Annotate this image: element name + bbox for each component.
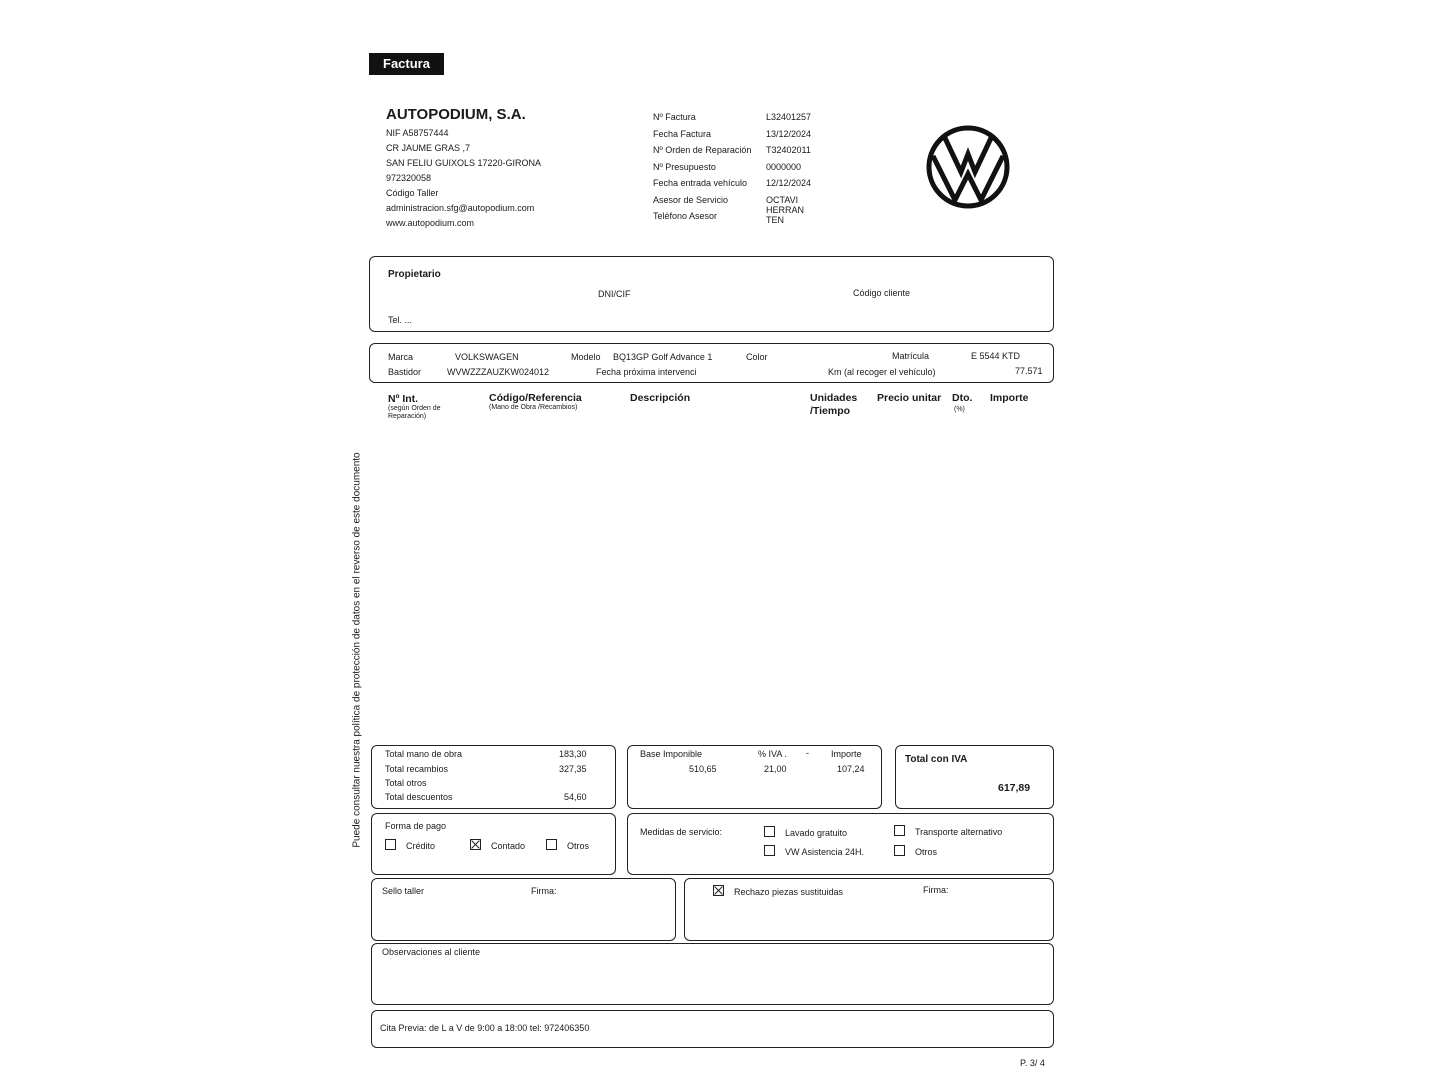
payment-option-label: Otros [567,841,590,851]
meta-label: Fecha entrada vehículo [653,178,748,188]
company-address: CR JAUME GRAS ,7 [386,143,471,153]
grand-total-value: 617,89 [998,782,1031,794]
tax-base: 510,65 [689,764,717,774]
meta-label: Nº Factura [653,112,696,122]
tax-vat: 21,00 [764,764,787,774]
seal-label: Sello taller [382,886,425,896]
vehicle-color-label: Color [746,352,768,362]
privacy-side-note: Puede consultar nuestra política de protección de datos en el reverso de este documento [351,452,363,848]
checkbox-icon[interactable] [546,839,557,850]
total-discounts-label: Total descuentos [385,792,453,802]
document-type-tag: Factura [369,53,444,75]
meta-row [653,178,812,195]
service-option-label: Transporte alternativo [915,827,1003,837]
payment-title: Forma de pago [385,821,447,831]
col-description: Descripción [630,392,691,404]
col-code-sub: (Mano de Obra /Recambios) [489,404,578,411]
service-option-label: VW Asistencia 24H. [785,847,865,857]
meta-row [653,128,812,146]
tax-amount-label: Importe [831,749,862,759]
meta-row [653,145,811,162]
total-others-label: Total otros [385,778,427,788]
vehicle-model-label: Modelo [571,352,601,362]
meta-label: Nº Orden de Reparación [653,145,752,155]
meta-value: OCTAVI HERRAN TEN [766,194,805,225]
service-option-label: Otros [915,847,938,857]
service-option-other[interactable] [894,845,937,857]
vehicle-model: BQ13GP Golf Advance 1 [613,352,713,362]
rejection-option[interactable] [713,885,843,897]
vehicle-brand-label: Marca [388,352,414,362]
company-name: AUTOPODIUM, S.A. [386,106,526,123]
meta-label: Nº Presupuesto [653,161,716,172]
payment-option-credit[interactable] [385,839,435,851]
checkbox-checked-icon[interactable] [470,839,481,850]
payment-option-other[interactable] [546,839,589,851]
payment-option-label: Contado [491,841,526,851]
service-option-wash[interactable] [764,826,847,838]
services-box [627,813,1054,875]
company-city: SAN FELIU GUIXOLS 17220-GIRONA [386,158,542,168]
vehicle-plate: E 5544 KTD [971,351,1021,361]
vehicle-km: 77.571 [1015,366,1043,376]
vehicle-next-service-label: Fecha próxima intervenci [596,367,697,377]
company-email: administracion.sfg@autopodium.com [386,203,535,213]
col-unit-price: Precio unitar [877,392,942,404]
tax-dash: - [806,748,809,758]
checkbox-icon[interactable] [764,845,775,856]
invoice-meta [653,112,812,228]
meta-label: Fecha Factura [653,128,712,139]
vehicle-brand: VOLKSWAGEN [455,352,519,362]
meta-value: 12/12/2024 [766,178,812,188]
vw-logo-icon [925,124,1011,210]
company-workshop-code: Código Taller [386,188,439,198]
total-labor: 183,30 [559,749,587,759]
vehicle-plate-label: Matrícula [892,351,930,361]
col-discount-sub: (%) [954,406,965,413]
checkbox-icon[interactable] [764,826,775,837]
seal-signature-label: Firma: [531,886,557,896]
grand-total-label: Total con IVA [905,754,968,765]
company-phone: 972320058 [386,173,432,183]
total-discounts: 54,60 [564,792,587,802]
payment-option-cash[interactable] [470,839,525,851]
company-nif: NIF A58757444 [386,128,449,138]
vehicle-chassis-label: Bastidor [388,367,422,377]
meta-row [653,112,812,129]
company-block [386,106,541,228]
col-code: Código/Referencia [489,392,582,404]
checkbox-icon[interactable] [894,845,905,856]
total-parts: 327,35 [559,764,587,774]
appointment-text: Cita Previa: de L a V de 9:00 a 18:00 tel: 972406350 [380,1023,590,1033]
owner-phone-label: Tel. ... [388,315,413,325]
owner-dni-label: DNI/CIF [598,289,631,299]
col-discount: Dto. [952,392,973,404]
page-number: P. 3/ 4 [1020,1058,1045,1068]
vehicle-km-label: Km (al recoger el vehículo) [828,367,936,377]
col-units: Unidades /Tiempo [810,392,858,417]
vehicle-box [369,343,1054,383]
service-option-assistance[interactable] [764,845,864,857]
meta-row [653,211,751,228]
service-option-transport[interactable] [894,825,1002,837]
tax-vat-label: % IVA . [758,749,787,759]
vehicle-chassis: WVWZZZAUZKW024012 [447,367,550,377]
meta-value: 0000000 [766,161,802,172]
rejection-label: Rechazo piezas sustituidas [734,887,844,897]
owner-title: Propietario [388,269,441,280]
meta-value: T32402011 [766,145,811,155]
meta-row [653,161,802,179]
meta-value: 13/12/2024 [766,128,812,139]
col-amount: Importe [990,392,1029,404]
meta-label: Asesor de Servicio [653,194,729,205]
rejection-signature-label: Firma: [923,885,949,895]
observations-label: Observaciones al cliente [382,947,481,957]
tax-amount: 107,24 [837,764,865,774]
total-parts-label: Total recambios [385,764,449,774]
checkbox-icon[interactable] [385,839,396,850]
meta-label: Teléfono Asesor [653,211,718,221]
checkbox-checked-icon[interactable] [713,885,724,896]
owner-box [369,256,1054,332]
tax-base-label: Base Imponible [640,749,703,759]
checkbox-icon[interactable] [894,825,905,836]
col-n-int: Nº Int. [388,393,419,405]
owner-client-code-label: Código cliente [853,288,911,298]
meta-value: L32401257 [766,112,812,122]
company-web: www.autopodium.com [386,218,475,228]
service-option-label: Lavado gratuito [785,828,848,838]
col-n-int-sub: (según Orden de Reparación) [388,405,441,420]
payment-option-label: Crédito [406,841,436,851]
total-labor-label: Total mano de obra [385,749,463,759]
services-title: Medidas de servicio: [640,827,723,837]
